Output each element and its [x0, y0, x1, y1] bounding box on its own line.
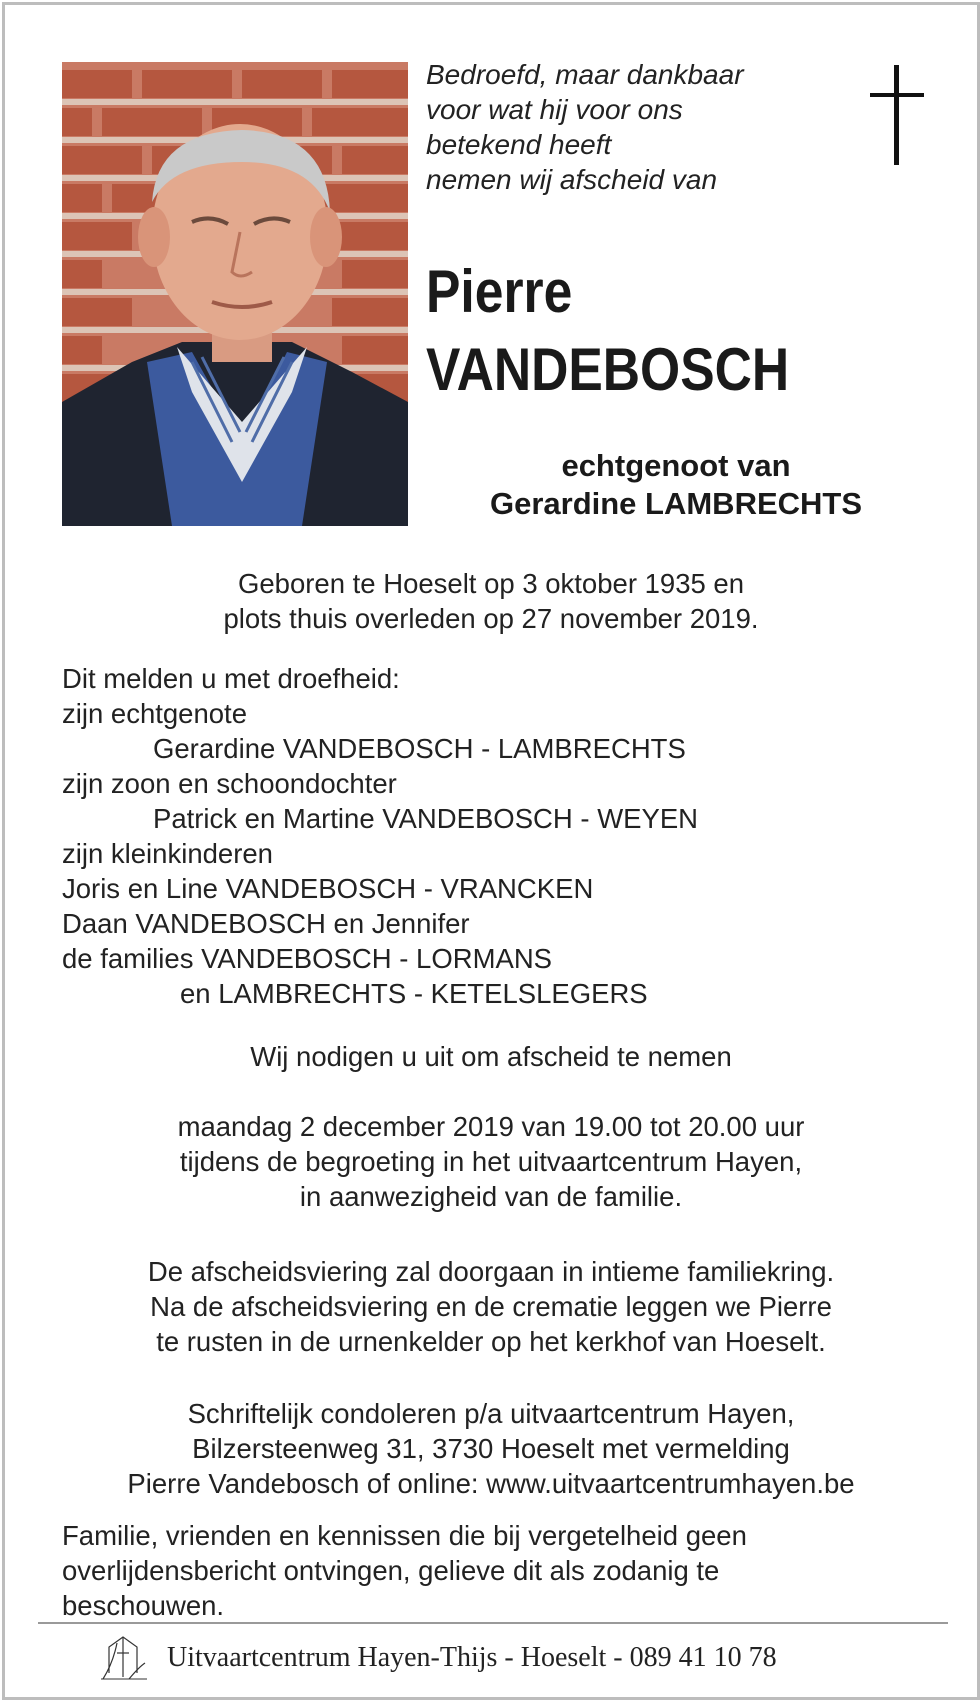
footer-text: Uitvaartcentrum Hayen-Thijs - Hoeselt - 089 41 10 78: [167, 1642, 777, 1673]
families-line: de families VANDEBOSCH - LORMANS: [62, 943, 553, 974]
funeral-home-logo-icon: [99, 1633, 149, 1681]
footer-divider: [38, 1622, 948, 1624]
intro-text: [426, 57, 846, 197]
condole-line: Pierre Vandebosch of online: www.uitvaartcentrumhayen.be: [127, 1468, 855, 1499]
grandchild-name: Joris en Line VANDEBOSCH - VRANCKEN: [62, 873, 594, 904]
intro-line: betekend heeft: [426, 129, 612, 160]
family-intro: Dit melden u met droefheid:: [62, 663, 400, 694]
son-label: zijn zoon en schoondochter: [62, 768, 397, 799]
portrait-photo: [62, 62, 408, 526]
wife-label: zijn echtgenote: [62, 698, 247, 729]
footer: [95, 1633, 895, 1683]
son-name: Patrick en Martine VANDEBOSCH - WEYEN: [153, 803, 699, 834]
last-name: VANDEBOSCH: [426, 336, 790, 403]
death-line: plots thuis overleden op 27 november 2019.: [223, 603, 759, 634]
ceremony-line: te rusten in de urnenkelder op het kerkhof van Hoeselt.: [156, 1326, 826, 1357]
grandchildren-label: zijn kleinkinderen: [62, 838, 273, 869]
condole-line: Schriftelijk condoleren p/a uitvaartcentrum Hayen,: [187, 1398, 795, 1429]
ceremony-info: [35, 1254, 947, 1359]
invite-line: Wij nodigen u uit om afscheid te nemen: [250, 1041, 732, 1072]
spouse-name: Gerardine LAMBRECHTS: [489, 486, 863, 521]
cross-icon: [867, 65, 927, 165]
wife-name: Gerardine VANDEBOSCH - LAMBRECHTS: [153, 733, 686, 764]
born-line: Geboren te Hoeselt op 3 oktober 1935 en: [237, 568, 745, 599]
closing-note: [62, 1518, 942, 1623]
condole-line: Bilzersteenweg 31, 3730 Hoeselt met vermelding: [192, 1433, 790, 1464]
visitation-info: [35, 1109, 947, 1214]
note-line: beschouwen.: [62, 1590, 225, 1621]
birth-death-info: [35, 566, 947, 636]
families-line: en LAMBRECHTS - KETELSLEGERS: [180, 978, 648, 1009]
invite-text: [35, 1039, 947, 1074]
condolence-info: [35, 1396, 947, 1501]
intro-line: nemen wij afscheid van: [426, 164, 718, 195]
deceased-name: [426, 253, 856, 409]
spouse-info: [426, 447, 926, 523]
intro-line: voor wat hij voor ons: [426, 94, 683, 125]
ceremony-line: De afscheidsviering zal doorgaan in intieme familiekring.: [147, 1256, 835, 1287]
spouse-relation: echtgenoot van: [561, 448, 791, 483]
note-line: overlijdensbericht ontvingen, gelieve dit als zodanig te: [62, 1555, 720, 1586]
family-list: [62, 661, 942, 1011]
portrait-illustration: [62, 62, 408, 526]
note-line: Familie, vrienden en kennissen die bij vergetelheid geen: [62, 1520, 747, 1551]
visit-line: in aanwezigheid van de familie.: [299, 1181, 683, 1212]
obituary-card: [2, 2, 980, 1700]
grandchild-name: Daan VANDEBOSCH en Jennifer: [62, 908, 470, 939]
visit-line: tijdens de begroeting in het uitvaartcentrum Hayen,: [179, 1146, 803, 1177]
intro-line: Bedroefd, maar dankbaar: [426, 59, 744, 90]
first-name: Pierre: [426, 258, 573, 325]
ceremony-line: Na de afscheidsviering en de crematie leggen we Pierre: [150, 1291, 832, 1322]
visit-line: maandag 2 december 2019 van 19.00 tot 20.00 uur: [177, 1111, 805, 1142]
